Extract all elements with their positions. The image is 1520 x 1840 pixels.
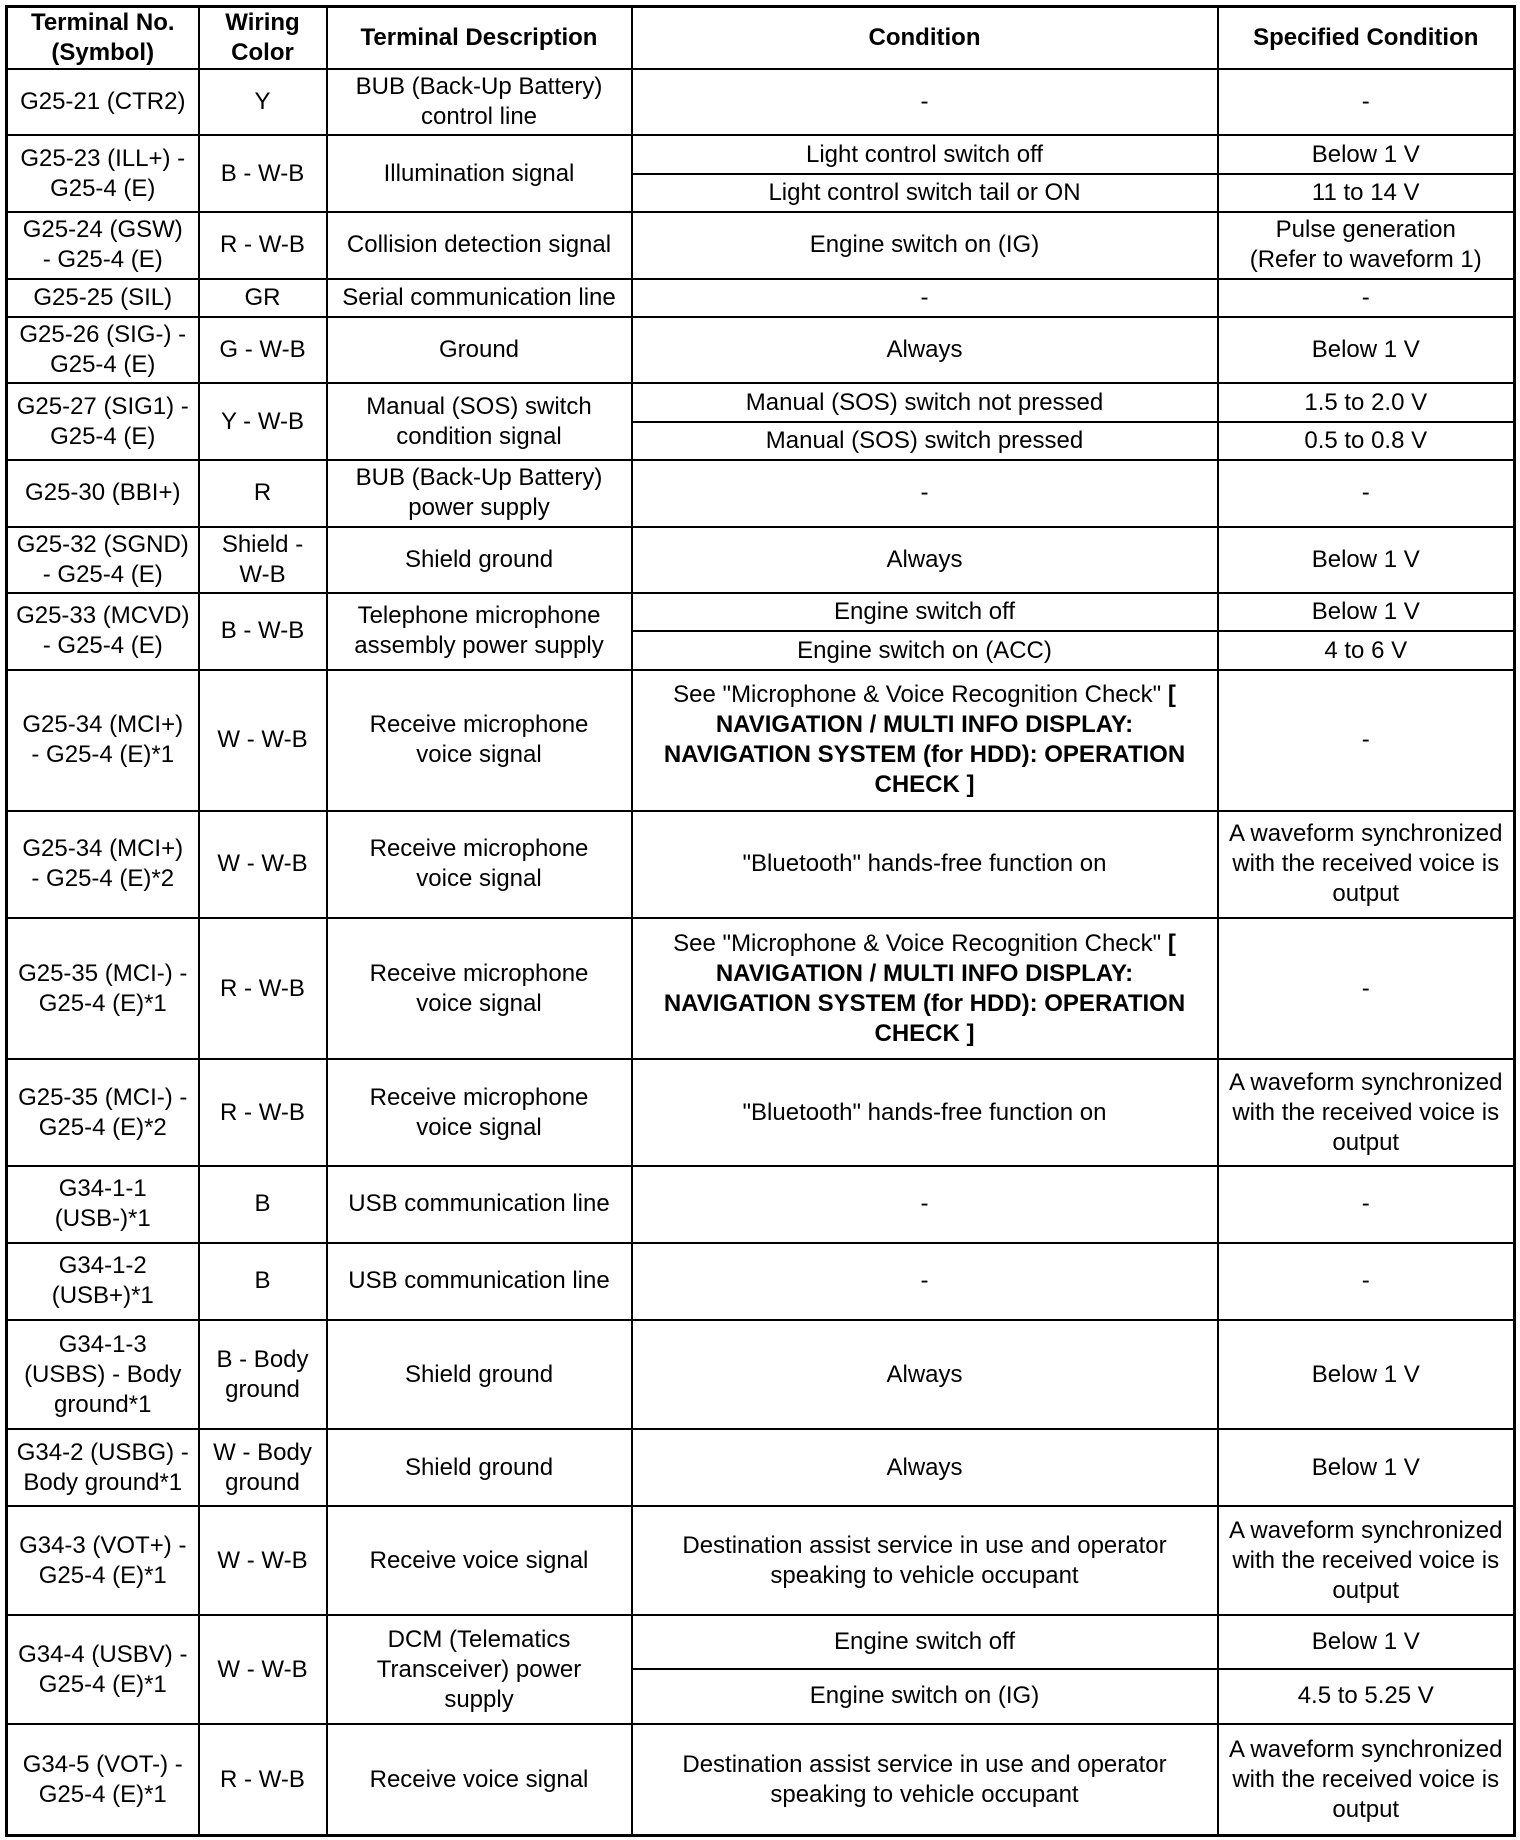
condition-cell: Engine switch off [632,1615,1218,1668]
specified-cell: A waveform synchronized with the received voice is output [1218,1724,1515,1835]
terminal-cell: G34-5 (VOT-) - G25-4 (E)*1 [7,1724,199,1835]
table-row [7,212,1515,278]
condition-cell: Always [632,527,1218,593]
terminal-cell: G34-1-2 (USB+)*1 [7,1243,199,1320]
table-row [7,1320,1515,1429]
specified-cell: 4.5 to 5.25 V [1218,1669,1515,1725]
description-cell: Receive voice signal [327,1506,632,1615]
wiring-cell: W - Body ground [199,1429,327,1506]
specified-cell: 1.5 to 2.0 V [1218,383,1515,421]
specified-cell: 0.5 to 0.8 V [1218,422,1515,460]
description-cell: Receive microphone voice signal [327,670,632,811]
reference-link[interactable]: [ NAVIGATION / MULTI INFO DISPLAY: NAVIGATION SYSTEM (for HDD): OPERATION CHECK ] [663,929,1186,1047]
table-row [7,135,1515,173]
header-wiring: Wiring Color [199,7,327,70]
specified-cell: - [1218,460,1515,526]
specified-cell: A waveform synchronized with the received voice is output [1218,1059,1515,1166]
table-row [7,1615,1515,1668]
specified-cell: - [1218,1243,1515,1320]
wiring-cell: R [199,460,327,526]
description-cell: Receive microphone voice signal [327,811,632,918]
header-condition: Condition [632,7,1218,70]
wiring-cell: W - W-B [199,811,327,918]
description-cell: Receive microphone voice signal [327,918,632,1059]
table-row [7,383,1515,421]
specified-cell: Below 1 V [1218,135,1515,173]
table-row [7,1059,1515,1166]
terminal-cell: G25-33 (MCVD) - G25-4 (E) [7,593,199,670]
terminal-cell: G25-25 (SIL) [7,279,199,317]
terminal-cell: G25-32 (SGND) - G25-4 (E) [7,527,199,593]
terminal-cell: G25-34 (MCI+) - G25-4 (E)*2 [7,811,199,918]
table-row [7,811,1515,918]
description-cell: Shield ground [327,1320,632,1429]
terminal-cell: G34-4 (USBV) - G25-4 (E)*1 [7,1615,199,1724]
terminal-cell: G25-24 (GSW) - G25-4 (E) [7,212,199,278]
header-row [7,7,1515,70]
condition-cell [632,670,1218,811]
specified-cell: Below 1 V [1218,1615,1515,1668]
table-row [7,670,1515,811]
table-row [7,279,1515,317]
condition-cell: - [632,1243,1218,1320]
terminal-table [5,5,1516,1837]
specified-cell: 4 to 6 V [1218,631,1515,669]
description-cell: Serial communication line [327,279,632,317]
specified-cell: Below 1 V [1218,1320,1515,1429]
condition-cell: Manual (SOS) switch not pressed [632,383,1218,421]
description-cell: Collision detection signal [327,212,632,278]
specified-cell: Below 1 V [1218,527,1515,593]
condition-cell: Engine switch on (IG) [632,1669,1218,1725]
condition-cell: "Bluetooth" hands-free function on [632,1059,1218,1166]
description-cell: Receive voice signal [327,1724,632,1835]
terminal-cell: G25-34 (MCI+) - G25-4 (E)*1 [7,670,199,811]
condition-cell: Engine switch on (ACC) [632,631,1218,669]
specified-cell: Pulse generation (Refer to waveform 1) [1218,212,1515,278]
specified-cell: Below 1 V [1218,1429,1515,1506]
header-terminal: Terminal No. (Symbol) [7,7,199,70]
description-cell: Ground [327,317,632,383]
condition-cell: Always [632,317,1218,383]
table-row [7,1506,1515,1615]
wiring-cell: W - W-B [199,1615,327,1724]
specified-cell: - [1218,279,1515,317]
condition-cell: Destination assist service in use and operator speaking to vehicle occupant [632,1506,1218,1615]
condition-cell: - [632,460,1218,526]
description-cell: BUB (Back-Up Battery) power supply [327,460,632,526]
specified-cell: Below 1 V [1218,593,1515,631]
description-cell: Shield ground [327,1429,632,1506]
condition-cell: "Bluetooth" hands-free function on [632,811,1218,918]
terminal-cell: G25-35 (MCI-) - G25-4 (E)*2 [7,1059,199,1166]
description-cell: Illumination signal [327,135,632,212]
wiring-cell: B [199,1166,327,1243]
specified-cell: Below 1 V [1218,317,1515,383]
wiring-cell: W - W-B [199,1506,327,1615]
table-row [7,527,1515,593]
wiring-cell: B - W-B [199,593,327,670]
wiring-cell: B - Body ground [199,1320,327,1429]
wiring-cell: B [199,1243,327,1320]
condition-cell: Light control switch tail or ON [632,174,1218,212]
description-cell: DCM (Telematics Transceiver) power supply [327,1615,632,1724]
wiring-cell: Shield - W-B [199,527,327,593]
condition-cell [632,918,1218,1059]
wiring-cell: G - W-B [199,317,327,383]
condition-cell: Manual (SOS) switch pressed [632,422,1218,460]
condition-text: See "Microphone & Voice Recognition Check" [673,681,1162,709]
description-cell: USB communication line [327,1243,632,1320]
description-cell: BUB (Back-Up Battery) control line [327,69,632,135]
specified-cell: 11 to 14 V [1218,174,1515,212]
terminal-cell: G25-30 (BBI+) [7,460,199,526]
condition-cell: - [632,1166,1218,1243]
condition-cell: Always [632,1429,1218,1506]
terminal-cell: G25-26 (SIG-) - G25-4 (E) [7,317,199,383]
terminal-cell: G25-21 (CTR2) [7,69,199,135]
table-row [7,69,1515,135]
description-cell: Shield ground [327,527,632,593]
specified-cell: - [1218,670,1515,811]
table-row [7,1429,1515,1506]
description-cell: USB communication line [327,1166,632,1243]
wiring-cell: R - W-B [199,212,327,278]
condition-cell: Destination assist service in use and operator speaking to vehicle occupant [632,1724,1218,1835]
table-row [7,1724,1515,1835]
specified-cell: A waveform synchronized with the received voice is output [1218,811,1515,918]
description-cell: Manual (SOS) switch condition signal [327,383,632,460]
table-row [7,593,1515,631]
terminal-cell: G34-1-3 (USBS) - Body ground*1 [7,1320,199,1429]
terminal-cell: G34-1-1 (USB-)*1 [7,1166,199,1243]
specified-cell: - [1218,1166,1515,1243]
description-cell: Telephone microphone assembly power supply [327,593,632,670]
header-description: Terminal Description [327,7,632,70]
specified-cell: - [1218,918,1515,1059]
condition-cell: - [632,69,1218,135]
table-row [7,1243,1515,1320]
reference-link[interactable]: [ NAVIGATION / MULTI INFO DISPLAY: NAVIGATION SYSTEM (for HDD): OPERATION CHECK ] [663,681,1186,799]
wiring-cell: B - W-B [199,135,327,212]
terminal-table-container [5,5,1513,1837]
terminal-cell: G25-35 (MCI-) - G25-4 (E)*1 [7,918,199,1059]
condition-text: See "Microphone & Voice Recognition Check" [673,929,1162,957]
terminal-cell: G25-23 (ILL+) - G25-4 (E) [7,135,199,212]
table-row [7,460,1515,526]
wiring-cell: R - W-B [199,918,327,1059]
wiring-cell: Y - W-B [199,383,327,460]
condition-cell: Engine switch on (IG) [632,212,1218,278]
description-cell: Receive microphone voice signal [327,1059,632,1166]
wiring-cell: R - W-B [199,1059,327,1166]
wiring-cell: W - W-B [199,670,327,811]
wiring-cell: Y [199,69,327,135]
terminal-cell: G25-27 (SIG1) - G25-4 (E) [7,383,199,460]
terminal-cell: G34-2 (USBG) - Body ground*1 [7,1429,199,1506]
condition-cell: Always [632,1320,1218,1429]
wiring-cell: GR [199,279,327,317]
condition-cell: Light control switch off [632,135,1218,173]
specified-cell: - [1218,69,1515,135]
table-row [7,918,1515,1059]
header-specified: Specified Condition [1218,7,1515,70]
condition-cell: Engine switch off [632,593,1218,631]
table-row [7,1166,1515,1243]
terminal-cell: G34-3 (VOT+) - G25-4 (E)*1 [7,1506,199,1615]
wiring-cell: R - W-B [199,1724,327,1835]
condition-cell: - [632,279,1218,317]
specified-cell: A waveform synchronized with the received voice is output [1218,1506,1515,1615]
table-row [7,317,1515,383]
